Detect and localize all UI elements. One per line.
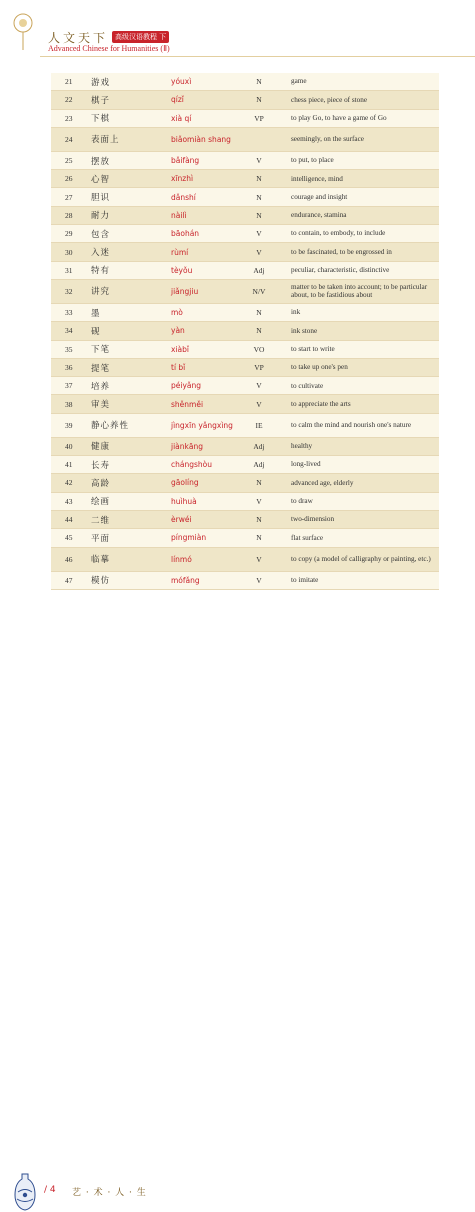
table-row — [51, 73, 439, 91]
page-footer — [0, 584, 475, 1198]
row-english: advanced age, elderly — [291, 478, 354, 487]
row-english: peculiar, characteristic, distinctive — [291, 266, 390, 275]
book-badge: 高级汉语教程 下 — [112, 31, 169, 43]
row-number: 31 — [65, 265, 73, 275]
vocabulary-table — [51, 73, 439, 590]
row-number: 37 — [65, 381, 73, 391]
table-row — [51, 395, 439, 413]
row-number: 25 — [65, 156, 73, 166]
row-pinyin: biǎomiàn shang — [171, 134, 231, 144]
row-pinyin: bǎifàng — [171, 156, 200, 166]
row-number: 22 — [65, 95, 73, 105]
row-number: 41 — [65, 460, 73, 470]
row-part-of-speech: V — [256, 496, 262, 506]
book-subtitle: Advanced Chinese for Humanities (Ⅱ) — [48, 44, 170, 53]
row-number: 34 — [65, 326, 73, 336]
row-part-of-speech: IE — [255, 420, 263, 430]
row-english: to cultivate — [291, 381, 324, 390]
row-hanzi: 提笔 — [91, 363, 111, 374]
row-pinyin: xīnzhì — [171, 174, 194, 184]
row-pinyin: mófǎng — [171, 575, 200, 585]
row-english: ink stone — [291, 326, 318, 335]
table-row — [51, 207, 439, 225]
row-english: to imitate — [291, 575, 319, 584]
row-part-of-speech: V — [256, 381, 262, 391]
row-english: to copy (a model of calligraphy or painting, etc.) — [291, 554, 431, 563]
row-part-of-speech: VP — [254, 363, 264, 372]
row-english: intelligence, mind — [291, 174, 343, 183]
row-english: to start to write — [291, 344, 335, 353]
row-hanzi: 平面 — [91, 533, 111, 544]
row-part-of-speech: N — [256, 210, 262, 220]
row-pinyin: bāohán — [171, 229, 200, 239]
row-pinyin: tí bǐ — [171, 363, 186, 372]
table-row — [51, 548, 439, 572]
table-row — [51, 377, 439, 395]
row-pinyin: qízǐ — [171, 95, 184, 105]
table-row — [51, 243, 439, 261]
row-hanzi: 下棋 — [91, 114, 111, 125]
row-number: 38 — [65, 399, 73, 409]
row-english: flat surface — [291, 533, 324, 542]
row-part-of-speech: N — [256, 174, 262, 184]
vase-icon — [14, 1172, 36, 1212]
ornament-icon — [8, 8, 38, 53]
row-part-of-speech: N — [256, 478, 262, 488]
row-english: long-lived — [291, 460, 321, 469]
row-pinyin: nàilì — [171, 210, 187, 220]
table-row — [51, 438, 439, 456]
row-pinyin: huìhuà — [171, 496, 197, 506]
row-english: to contain, to embody, to include — [291, 229, 386, 238]
row-english: courage and insight — [291, 192, 348, 201]
row-part-of-speech: V — [256, 399, 262, 409]
row-pinyin: mò — [171, 308, 183, 318]
row-pinyin: chángshòu — [171, 460, 212, 470]
section-title: 艺 · 术 · 人 · 生 — [72, 1188, 147, 1198]
row-pinyin: gāolíng — [171, 478, 199, 488]
row-part-of-speech: N — [256, 95, 262, 105]
row-part-of-speech: V — [256, 156, 262, 166]
row-hanzi: 绘画 — [91, 497, 111, 508]
row-pinyin: jiànkāng — [171, 441, 203, 451]
row-english: chess piece, piece of stone — [291, 95, 368, 104]
row-hanzi: 砚 — [91, 326, 101, 337]
row-english: two-dimension — [291, 515, 335, 524]
row-number: 44 — [65, 515, 73, 525]
row-pinyin: dǎnshí — [171, 192, 196, 202]
table-row — [51, 414, 439, 438]
row-hanzi: 高龄 — [91, 478, 111, 489]
header-divider — [40, 56, 475, 57]
row-part-of-speech: N — [256, 308, 262, 318]
row-english: to take up one's pen — [291, 363, 348, 372]
row-number: 42 — [65, 478, 73, 488]
row-hanzi: 模仿 — [91, 576, 111, 587]
page-header — [0, 0, 475, 62]
row-part-of-speech: VO — [253, 344, 265, 354]
row-number: 36 — [65, 363, 73, 372]
row-english: ink — [291, 308, 301, 317]
row-hanzi: 二维 — [91, 515, 111, 526]
row-number: 30 — [65, 247, 73, 257]
row-hanzi: 表面上 — [91, 135, 120, 146]
row-number: 24 — [65, 134, 73, 144]
row-english: seemingly, on the surface — [291, 135, 364, 144]
row-number: 39 — [65, 420, 73, 430]
row-english: to appreciate the arts — [291, 399, 351, 408]
table-row — [51, 170, 439, 188]
row-number: 47 — [65, 575, 73, 585]
row-english: to put, to place — [291, 156, 334, 165]
row-part-of-speech: V — [256, 575, 262, 585]
table-row — [51, 152, 439, 170]
row-pinyin: shěnměi — [171, 399, 204, 409]
row-pinyin: xià qí — [171, 113, 192, 123]
row-number: 21 — [65, 77, 73, 87]
table-row — [51, 322, 439, 340]
row-pinyin: tèyǒu — [171, 265, 193, 275]
table-row — [51, 225, 439, 243]
row-hanzi: 培养 — [91, 381, 111, 392]
table-row — [51, 359, 439, 377]
row-pinyin: yóuxì — [171, 77, 192, 87]
row-part-of-speech: N — [256, 326, 262, 336]
row-part-of-speech: VP — [254, 113, 264, 123]
row-hanzi: 健康 — [91, 442, 111, 453]
page-number: / 4 — [44, 1185, 56, 1195]
row-number: 45 — [65, 533, 73, 543]
table-row — [51, 262, 439, 280]
row-part-of-speech: N/V — [252, 286, 266, 296]
row-hanzi: 耐力 — [91, 211, 111, 222]
row-part-of-speech: Adj — [253, 265, 265, 275]
row-english: to calm the mind and nourish one's nature — [291, 421, 412, 429]
row-number: 35 — [65, 344, 73, 354]
table-row — [51, 304, 439, 322]
row-part-of-speech: N — [256, 192, 262, 202]
row-pinyin: rùmí — [171, 247, 189, 257]
table-row — [51, 128, 439, 152]
table-row — [51, 91, 439, 109]
row-number: 46 — [65, 554, 73, 564]
row-pinyin: péiyǎng — [171, 381, 202, 391]
row-part-of-speech: Adj — [253, 441, 265, 451]
row-english: endurance, stamina — [291, 211, 347, 220]
row-part-of-speech: Adj — [253, 460, 265, 470]
row-english: healthy — [291, 442, 313, 451]
row-hanzi: 摆放 — [91, 156, 111, 167]
row-pinyin: línmó — [171, 554, 192, 564]
row-pinyin: yàn — [171, 326, 185, 336]
row-pinyin: píngmiàn — [171, 533, 207, 543]
row-pinyin: jiǎngjiu — [171, 286, 199, 296]
row-hanzi: 临摹 — [91, 555, 111, 566]
row-number: 33 — [65, 308, 73, 318]
row-number: 26 — [65, 174, 73, 184]
table-row — [51, 280, 439, 304]
row-number: 29 — [65, 229, 73, 239]
row-english: to draw — [291, 497, 313, 506]
row-hanzi: 包含 — [91, 229, 111, 240]
table-row — [51, 110, 439, 128]
row-hanzi: 入迷 — [91, 248, 111, 259]
table-row — [51, 493, 439, 511]
row-part-of-speech: V — [256, 247, 262, 257]
row-hanzi: 下笔 — [91, 345, 111, 356]
row-hanzi: 静心养性 — [91, 421, 130, 432]
row-part-of-speech: N — [256, 77, 262, 87]
row-english: game — [291, 77, 307, 86]
table-row — [51, 341, 439, 359]
table-row — [51, 529, 439, 547]
row-number: 27 — [65, 192, 73, 202]
row-number: 23 — [65, 113, 73, 123]
table-row — [51, 511, 439, 529]
row-hanzi: 棋子 — [91, 95, 111, 106]
row-number: 28 — [65, 210, 73, 220]
row-hanzi: 墨 — [91, 308, 101, 319]
row-hanzi: 讲究 — [91, 287, 111, 298]
table-row — [51, 188, 439, 206]
row-number: 43 — [65, 496, 73, 506]
row-part-of-speech: N — [256, 515, 262, 525]
row-part-of-speech: V — [256, 229, 262, 239]
row-hanzi: 胆识 — [91, 193, 111, 204]
row-part-of-speech: V — [256, 554, 262, 564]
row-hanzi: 长寿 — [91, 460, 111, 471]
row-hanzi: 特有 — [91, 266, 111, 277]
row-english: matter to be taken into account; to be particular about, to be fastidious about — [291, 282, 428, 300]
table-row — [51, 456, 439, 474]
row-number: 40 — [65, 441, 73, 451]
table-row — [51, 474, 439, 492]
row-pinyin: xiàbǐ — [171, 344, 189, 354]
row-number: 32 — [65, 286, 73, 296]
row-part-of-speech: N — [256, 533, 262, 543]
row-pinyin: èrwéi — [171, 515, 192, 525]
row-hanzi: 心智 — [91, 174, 111, 185]
book-title: 人文天下 — [48, 31, 109, 45]
row-hanzi: 游戏 — [91, 77, 111, 88]
row-pinyin: jìngxīn yǎngxìng — [171, 420, 233, 430]
row-hanzi: 审美 — [91, 400, 111, 411]
row-english: to play Go, to have a game of Go — [291, 113, 387, 122]
row-english: to be fascinated, to be engrossed in — [291, 247, 392, 256]
